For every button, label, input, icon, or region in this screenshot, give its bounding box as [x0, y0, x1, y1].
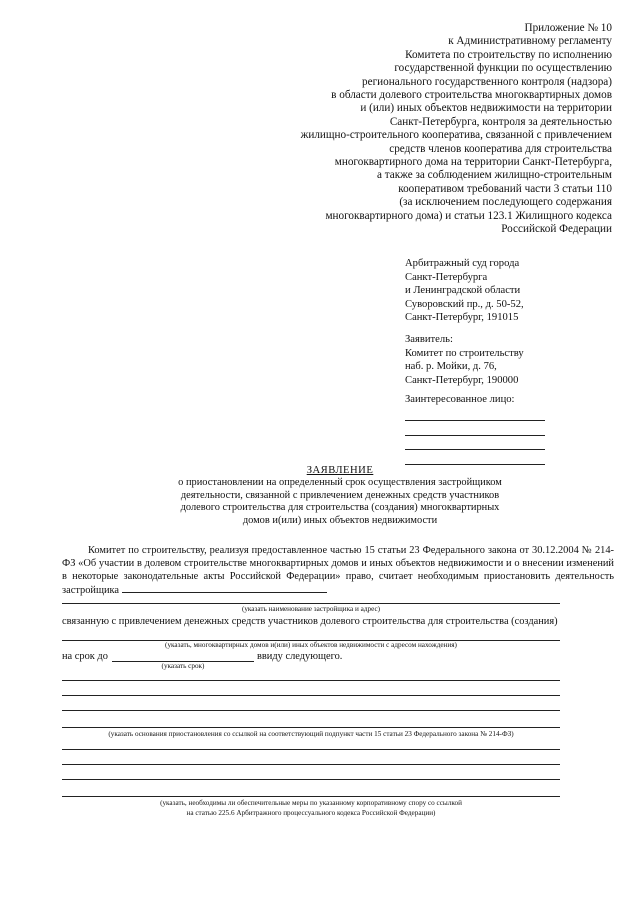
interested-blank-line[interactable]: [405, 421, 545, 436]
basis-fill-line[interactable]: [62, 710, 560, 711]
court-address: [405, 257, 605, 325]
annex-line: регионального государственного контроля (надзора): [362, 75, 612, 88]
term-prefix: на срок до: [62, 651, 108, 662]
annex-line: Российской Федерации: [501, 223, 612, 236]
applicant-line: наб. р. Мойки, д. 76,: [405, 361, 497, 373]
court-line: Санкт-Петербурга: [405, 271, 488, 283]
hint-measures-2: на статью 225.6 Арбитражного процессуального кодекса Российской Федерации): [186, 809, 436, 817]
annex-line: Приложение № 10: [524, 22, 612, 34]
interested-party: [405, 393, 605, 465]
document-title: [130, 465, 550, 527]
interested-blank-line[interactable]: [405, 450, 545, 465]
term-suffix: ввиду следующего.: [257, 651, 343, 662]
hint-measures-1: (указать, необходимы ли обеспечительные меры по указанному корпоративному спору со ссылкой: [160, 799, 462, 807]
annex-line: (за исключением последующего содержания: [399, 196, 612, 209]
measures-fill-line[interactable]: [62, 779, 560, 780]
applicant-line: Комитет по строительству: [405, 347, 524, 359]
title-line: домов и(или) иных объектов недвижимости: [242, 514, 438, 526]
annex-line: средств членов кооператива для строительства: [389, 142, 612, 155]
annex-line: а также за соблюдением жилищно-строительным: [376, 169, 612, 182]
applicant-address: [405, 333, 605, 387]
main-paragraph: [62, 545, 614, 598]
hint-developer: (указать наименование застройщика и адрес): [241, 605, 381, 613]
hint-objects: (указать, многоквартирных домов и(или) иных объектов недвижимости с адресом нахождения): [165, 641, 457, 649]
hint-basis: (указать основания приостановления со ссылкой на соответствующий подпункт части 15 статьи 23 Федерального закона № 214-ФЗ): [108, 730, 514, 738]
annex-line: Комитета по строительству по исполнению: [405, 48, 612, 61]
interested-label: Заинтересованное лицо:: [405, 394, 515, 405]
court-line: Арбитражный суд города: [405, 258, 520, 269]
annex-line: в области долевого строительства многоквартирных домов: [331, 89, 612, 102]
annex-line: к Административному регламенту: [448, 35, 612, 48]
title-heading: ЗАЯВЛЕНИЕ: [306, 465, 374, 476]
developer-fill-line[interactable]: [62, 603, 560, 604]
applicant-line: Санкт-Петербург, 190000: [405, 374, 519, 386]
annex-line: кооперативом требований части 3 статьи 110: [398, 182, 612, 195]
interested-blank-line[interactable]: [405, 436, 545, 451]
basis-fill-line[interactable]: [62, 680, 560, 681]
interested-blank-line[interactable]: [405, 407, 545, 422]
measures-fill-line[interactable]: [62, 796, 560, 797]
annex-line: Санкт-Петербурга, контроля за деятельностью: [389, 115, 612, 128]
annex-line: жилищно-строительного кооператива, связанной с привлечением: [300, 129, 612, 142]
annex-line: государственной функции по осуществлению: [394, 62, 612, 75]
hint-term: (указать срок): [161, 662, 205, 670]
basis-fill-line[interactable]: [62, 727, 560, 728]
connected-text: связанную с привлечением денежных средств участников долевого строительства для строительства (создания): [62, 616, 558, 627]
court-line: Санкт-Петербург, 191015: [405, 312, 519, 324]
court-line: Суворовский пр., д. 50-52,: [405, 298, 524, 310]
measures-fill-line[interactable]: [62, 764, 560, 765]
measures-fill-line[interactable]: [62, 749, 560, 750]
annex-header: [282, 22, 612, 237]
title-line: деятельности, связанной с привлечением денежных средств участников: [180, 489, 500, 501]
annex-line: многоквартирного дома) и статьи 123.1 Жилищного кодекса: [325, 209, 612, 222]
developer-inline-field[interactable]: [122, 583, 327, 593]
annex-line: многоквартирного дома на территории Санкт-Петербурга,: [334, 156, 612, 169]
basis-fill-line[interactable]: [62, 695, 560, 696]
applicant-line: Заявитель:: [405, 334, 453, 345]
title-line: долевого строительства для строительства (создания) многоквартирных: [180, 502, 500, 514]
title-line: о приостановлении на определенный срок осуществления застройщиком: [178, 477, 502, 489]
court-line: и Ленинградской области: [405, 285, 521, 297]
annex-line: и (или) иных объектов недвижимости на территории: [360, 102, 612, 115]
paragraph-text: Комитет по строительству, реализуя предоставленное частью 15 статьи 23 Федерального закона от 30.12.2004 № 214-ФЗ «Об участии в долевом строительстве многоквартирных домов и иных объектов недвижимости и о внесении изменений в некоторые законодательные акты Российской Федерации» право, считает необходимым приостановить деятельность застройщика: [62, 545, 614, 597]
